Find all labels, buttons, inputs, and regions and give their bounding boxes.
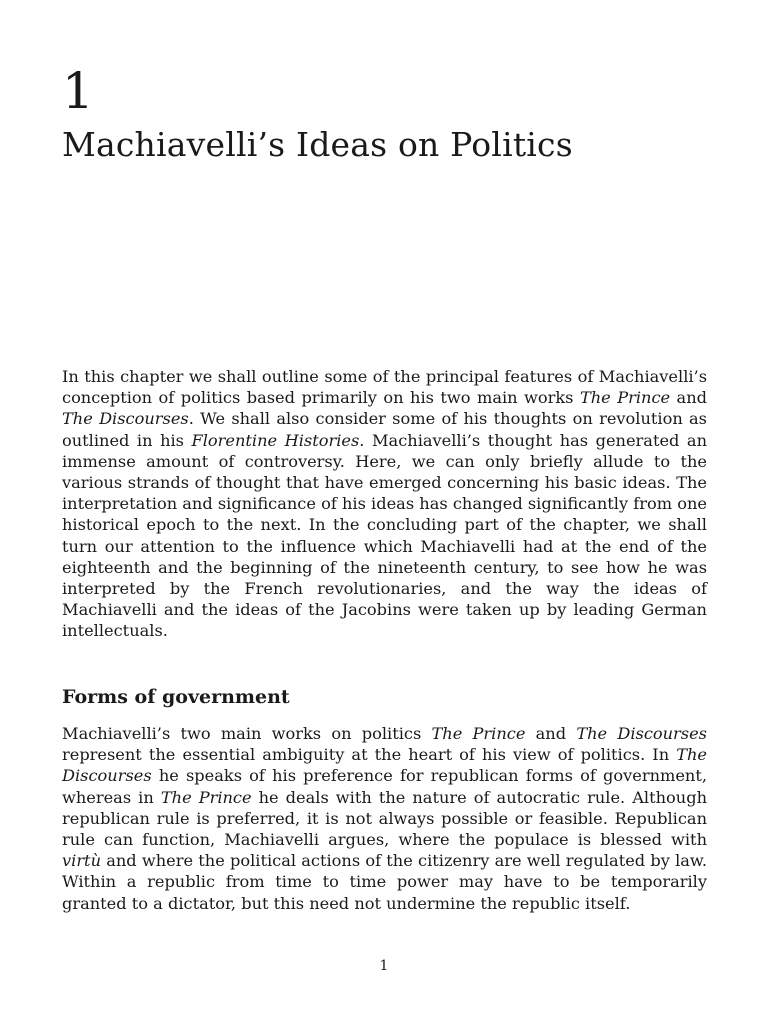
text-run: Machiavelli’s two main works on politics [62, 724, 432, 743]
chapter-number: 1 [62, 62, 94, 120]
text-run: . We shall also consider some of his thoughts on revolution as outlined in his [62, 409, 707, 450]
intro-paragraph [62, 366, 707, 642]
text-run: . Machiavelli’s thought has generated an immense amount of controversy. Here, we can only briefly allude to the various strands of thought that have emerged concerning his basic ideas. The interpretation and significance of his ideas has changed significantly from one historical epoch to the next. In the concluding part of the chapter, we shall turn our attention to the influence which Machiavelli had at the end of the eighteenth and the beginning of the nineteenth century, to see how he was interpreted by the French revolutionaries, and the way the ideas of Machiavelli and the ideas of the Jacobins were taken up by leading German intellectuals. [62, 430, 707, 641]
work-title: Florentine Histories [191, 430, 360, 450]
text-run: and where the political actions of the citizenry are well regulated by law. Within a republic from time to time power may have to be temporarily granted to a dictator, but this need not undermine the republic itself. [62, 851, 707, 913]
text-run: and [670, 388, 707, 408]
work-title: The Discourses [576, 724, 707, 743]
section-heading: Forms of government [62, 686, 290, 708]
work-title: The Prince [579, 388, 671, 408]
text-run: and [525, 724, 577, 743]
text-run: represent the essential ambiguity at the heart of his view of politics. In [62, 745, 677, 765]
section-paragraph [62, 723, 707, 914]
work-title: The Prince [160, 787, 252, 807]
chapter-title: Machiavelli’s Ideas on Politics [62, 125, 573, 164]
emphasis-term: virtù [62, 851, 101, 871]
text-run: In this chapter we shall outline some of the principal features of Machiavelli’s conception of politics based primarily on his two main works [62, 367, 707, 408]
page-number: 1 [379, 958, 389, 974]
work-title: The Discourses [62, 409, 189, 429]
work-title: The Prince [431, 724, 526, 743]
text-run: he deals with the nature of autocratic rule. Although republican rule is preferred, it is not always possible or feasible. Republican rule can function, Machiavelli argues, where the populace is blessed with [62, 787, 708, 850]
work-title: The Discourses [62, 745, 707, 786]
text-run: he speaks of his preference for republican forms of government, whereas in [62, 766, 707, 807]
